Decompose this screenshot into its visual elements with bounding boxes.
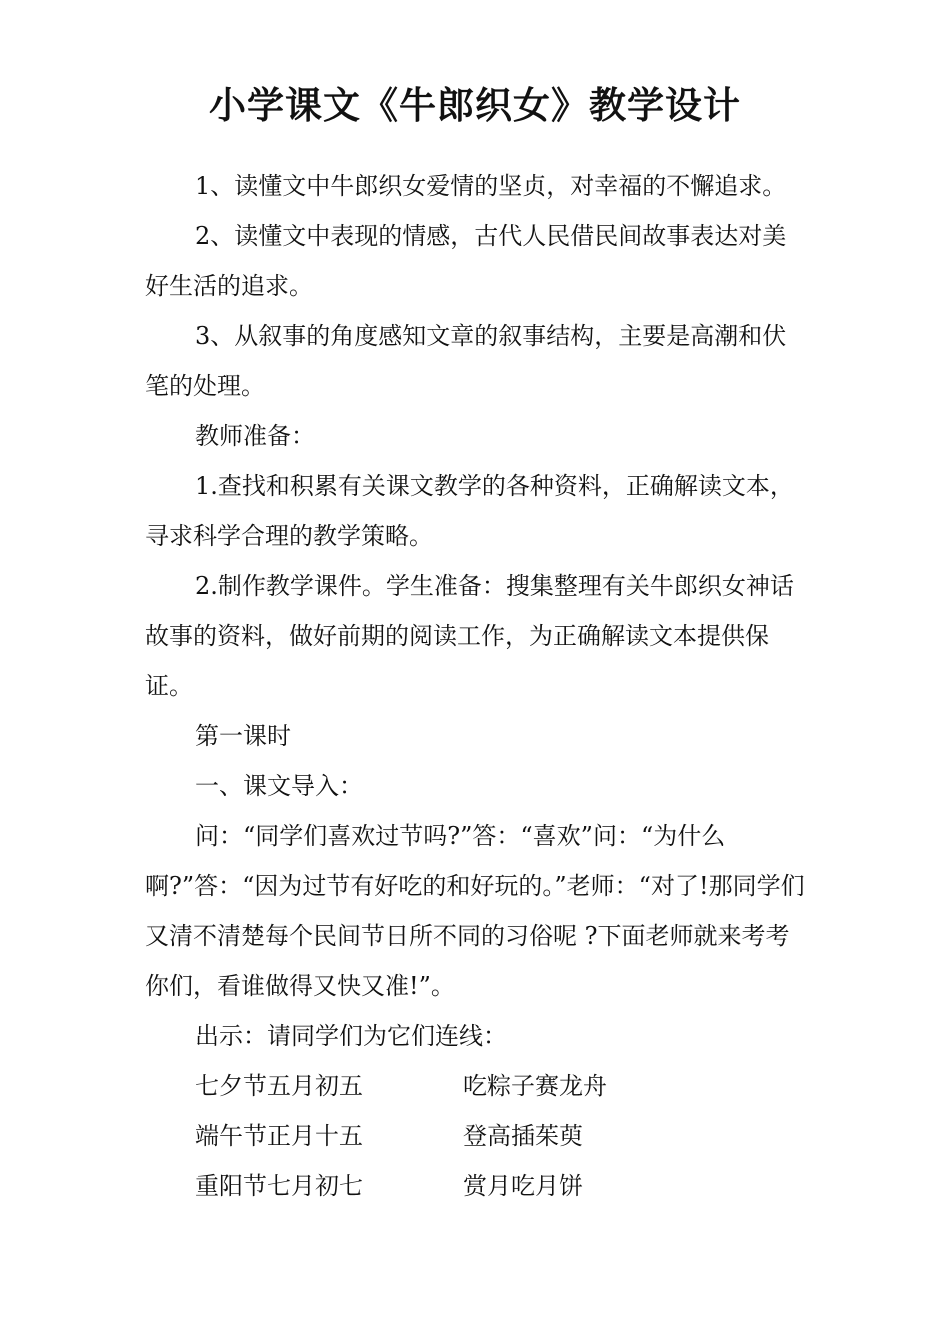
document-title: 小学课文《牛郎织女》教学设计 [209,84,741,127]
paragraph-intro-heading: 一、课文导入： [195,772,363,800]
paragraph-dialogue: 问：“同学们喜欢过节吗?”答：“喜欢”问：“为什么啊?”答：“因为过节有好吃的和好玩的。”老师：“对了!那同学们又清不清楚每个民间节日所不同的习俗呢 ?下面老师就来考考你们，看谁做得又快又准!”。 [145,822,805,1000]
matching-left: 重阳节七月初七 [195,1172,363,1200]
paragraph-goal-1: 1、读懂文中牛郎织女爱情的坚贞，对幸福的不懈追求。 [195,172,787,200]
paragraph-goal-3: 3、从叙事的角度感知文章的叙事结构，主要是高潮和伏笔的处理。 [145,322,787,400]
matching-row [145,1111,805,1161]
paragraph-teacher-prep-2: 2.制作教学课件。学生准备：搜集整理有关牛郎织女神话故事的资料，做好前期的阅读工作，为正确解读文本提供保证。 [145,572,794,700]
matching-right: 吃粽子赛龙舟 [463,1072,607,1100]
matching-left: 七夕节五月初五 [195,1072,363,1100]
paragraph-teacher-prep-heading: 教师准备： [195,422,315,450]
matching-right: 赏月吃月饼 [463,1172,583,1200]
document-body [145,161,805,1211]
paragraph-first-lesson: 第一课时 [195,722,291,750]
matching-left: 端午节正月十五 [195,1122,363,1150]
paragraph-matching-prompt: 出示：请同学们为它们连线： [195,1022,507,1050]
matching-list [145,1061,805,1211]
matching-right: 登高插茱萸 [463,1122,583,1150]
paragraph-goal-2: 2、读懂文中表现的情感，古代人民借民间故事表达对美好生活的追求。 [145,222,787,300]
paragraph-teacher-prep-1: 1.查找和积累有关课文教学的各种资料，正确解读文本，寻求科学合理的教学策略。 [145,472,794,550]
matching-row [145,1061,805,1111]
matching-row [145,1161,805,1211]
